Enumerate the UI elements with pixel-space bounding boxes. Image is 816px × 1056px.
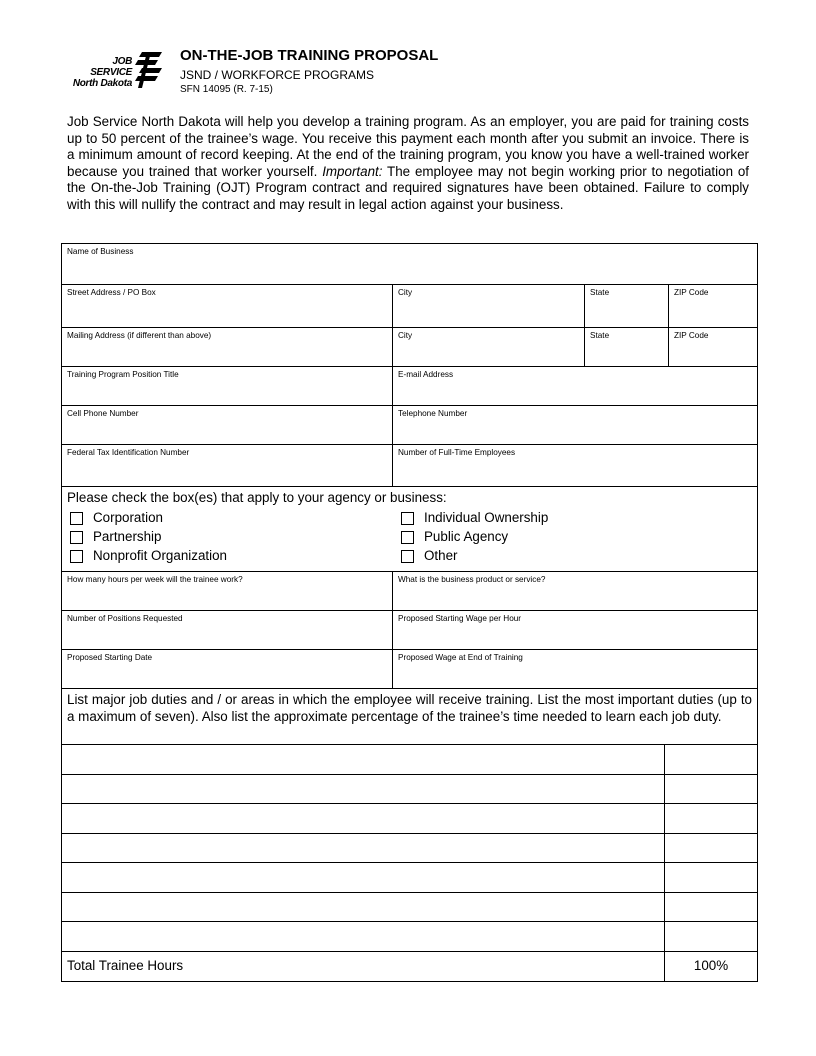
start-wage-field[interactable] xyxy=(393,611,757,649)
mailing-address-field[interactable] xyxy=(62,328,393,366)
header-titles xyxy=(180,46,438,96)
option-individual-ownership[interactable] xyxy=(398,510,752,526)
row-business-name xyxy=(62,244,757,285)
mailing-state-label: State xyxy=(590,331,610,340)
checkbox-partnership[interactable] xyxy=(70,531,83,544)
option-label: Other xyxy=(424,548,458,563)
row-mailing-address xyxy=(62,328,757,367)
start-date-field[interactable] xyxy=(62,650,393,688)
proposal-form xyxy=(61,243,758,982)
duty-description-cell[interactable] xyxy=(62,922,665,951)
state-field[interactable] xyxy=(585,285,669,327)
logo-line3: North Dakota xyxy=(72,78,132,89)
option-label: Corporation xyxy=(93,510,163,525)
position-title-field[interactable] xyxy=(62,367,393,405)
duty-row-1 xyxy=(62,745,757,775)
start-wage-label: Proposed Starting Wage per Hour xyxy=(398,614,522,623)
duties-instructions: List major job duties and / or areas in which the employee will receive training. List the most important duties (up to a maximum of seven). Also list the approximate percentage of the trainee’s time needed to learn each job duty. xyxy=(67,692,752,724)
tax-id-label: Federal Tax Identification Number xyxy=(67,448,190,457)
intro-text-after: The employee may not begin working prior to negotiation of the On-the-Job Training (OJT) Program contract and required signatures have been obtained. Failure to comply with this will nullify the contract and may result in legal action against your business. xyxy=(67,163,749,212)
telephone-label: Telephone Number xyxy=(398,409,468,418)
employees-field[interactable] xyxy=(393,445,757,486)
start-date-label: Proposed Starting Date xyxy=(67,653,153,662)
mailing-city-label: City xyxy=(398,331,413,340)
row-duties-instructions xyxy=(62,689,757,745)
option-partnership[interactable] xyxy=(67,529,398,545)
checkbox-other[interactable] xyxy=(401,550,414,563)
duty-percent-cell[interactable] xyxy=(665,893,757,922)
telephone-field[interactable] xyxy=(393,406,757,444)
form-subtitle: JSND / WORKFORCE PROGRAMS xyxy=(180,68,375,82)
option-label: Individual Ownership xyxy=(424,510,549,525)
zip-label: ZIP Code xyxy=(674,288,709,297)
duty-description-cell[interactable] xyxy=(62,804,665,833)
city-field[interactable] xyxy=(393,285,585,327)
cell-phone-label: Cell Phone Number xyxy=(67,409,139,418)
end-wage-field[interactable] xyxy=(393,650,757,688)
duty-row-6 xyxy=(62,893,757,923)
option-public-agency[interactable] xyxy=(398,529,752,545)
hours-field[interactable] xyxy=(62,572,393,610)
option-nonprofit[interactable] xyxy=(67,548,398,564)
street-address-label: Street Address / PO Box xyxy=(67,288,156,297)
job-service-logo xyxy=(68,50,168,92)
business-type-section xyxy=(62,487,757,571)
business-type-options xyxy=(67,510,752,564)
mailing-city-field[interactable] xyxy=(393,328,585,366)
duty-row-3 xyxy=(62,804,757,834)
employees-label: Number of Full-Time Employees xyxy=(398,448,516,457)
product-field[interactable] xyxy=(393,572,757,610)
duty-percent-cell[interactable] xyxy=(665,863,757,892)
option-label: Nonprofit Organization xyxy=(93,548,227,563)
option-corporation[interactable] xyxy=(67,510,398,526)
row-position-email xyxy=(62,367,757,406)
form-title: ON-THE-JOB TRAINING PROPOSAL xyxy=(180,47,439,64)
flag-stripes-icon xyxy=(134,52,164,90)
important-label: Important: xyxy=(322,163,383,179)
form-number: SFN 14095 (R. 7-15) xyxy=(180,84,273,95)
business-name-field[interactable] xyxy=(62,244,757,284)
duty-percent-cell[interactable] xyxy=(665,804,757,833)
duty-description-cell[interactable] xyxy=(62,745,665,774)
duty-percent-cell[interactable] xyxy=(665,775,757,804)
row-business-type xyxy=(62,487,757,572)
logo-line2: SERVICE xyxy=(90,67,132,78)
option-label: Public Agency xyxy=(424,529,509,544)
logo-line1: JOB xyxy=(112,56,132,67)
row-date-endwage xyxy=(62,650,757,689)
row-street-address xyxy=(62,285,757,328)
state-label: State xyxy=(590,288,610,297)
duty-row-5 xyxy=(62,863,757,893)
email-field[interactable] xyxy=(393,367,757,405)
business-name-label: Name of Business xyxy=(67,247,134,256)
hours-label: How many hours per week will the trainee work? xyxy=(67,575,243,584)
cell-phone-field[interactable] xyxy=(62,406,393,444)
total-label: Total Trainee Hours xyxy=(62,952,665,981)
checkbox-public-agency[interactable] xyxy=(401,531,414,544)
positions-label: Number of Positions Requested xyxy=(67,614,183,623)
row-tax-employees xyxy=(62,445,757,487)
intro-text-before: Job Service North Dakota will help you develop a training program. As an employer, you are paid for training costs up to 50 percent of the trainee’s wage. You receive this payment each month after you submit an invoice. There is a minimum amount of record keeping. At the end of the training program, you know you have a well-trained worker because you trained that worker yourself. xyxy=(67,114,749,179)
business-type-prompt: Please check the box(es) that apply to your agency or business: xyxy=(67,490,447,505)
duty-description-cell[interactable] xyxy=(62,863,665,892)
option-other[interactable] xyxy=(398,548,752,564)
city-label: City xyxy=(398,288,413,297)
duty-row-4 xyxy=(62,834,757,864)
duty-row-2 xyxy=(62,775,757,805)
zip-field[interactable] xyxy=(669,285,757,327)
duty-percent-cell[interactable] xyxy=(665,745,757,774)
checkbox-corporation[interactable] xyxy=(70,512,83,525)
row-positions-wage xyxy=(62,611,757,650)
email-label: E-mail Address xyxy=(398,370,454,379)
street-address-field[interactable] xyxy=(62,285,393,327)
row-hours-product xyxy=(62,572,757,611)
duty-description-cell[interactable] xyxy=(62,775,665,804)
total-row xyxy=(62,952,757,981)
total-percent: 100% xyxy=(693,957,729,973)
duty-description-cell[interactable] xyxy=(62,834,665,863)
duty-description-cell[interactable] xyxy=(62,893,665,922)
option-label: Partnership xyxy=(93,529,162,544)
duty-row-7 xyxy=(62,922,757,952)
positions-field[interactable] xyxy=(62,611,393,649)
row-phones xyxy=(62,406,757,445)
end-wage-label: Proposed Wage at End of Training xyxy=(398,653,523,662)
form-header xyxy=(68,46,758,106)
duty-percent-cell[interactable] xyxy=(665,922,757,951)
product-label: What is the business product or service? xyxy=(398,575,546,584)
duty-percent-cell[interactable] xyxy=(665,834,757,863)
mailing-address-label: Mailing Address (if different than above) xyxy=(67,331,212,340)
checkbox-individual-ownership[interactable] xyxy=(401,512,414,525)
position-title-label: Training Program Position Title xyxy=(67,370,179,379)
mailing-zip-field[interactable] xyxy=(669,328,757,366)
checkbox-nonprofit[interactable] xyxy=(70,550,83,563)
intro-paragraph xyxy=(67,114,749,214)
mailing-state-field[interactable] xyxy=(585,328,669,366)
tax-id-field[interactable] xyxy=(62,445,393,486)
mailing-zip-label: ZIP Code xyxy=(674,331,709,340)
